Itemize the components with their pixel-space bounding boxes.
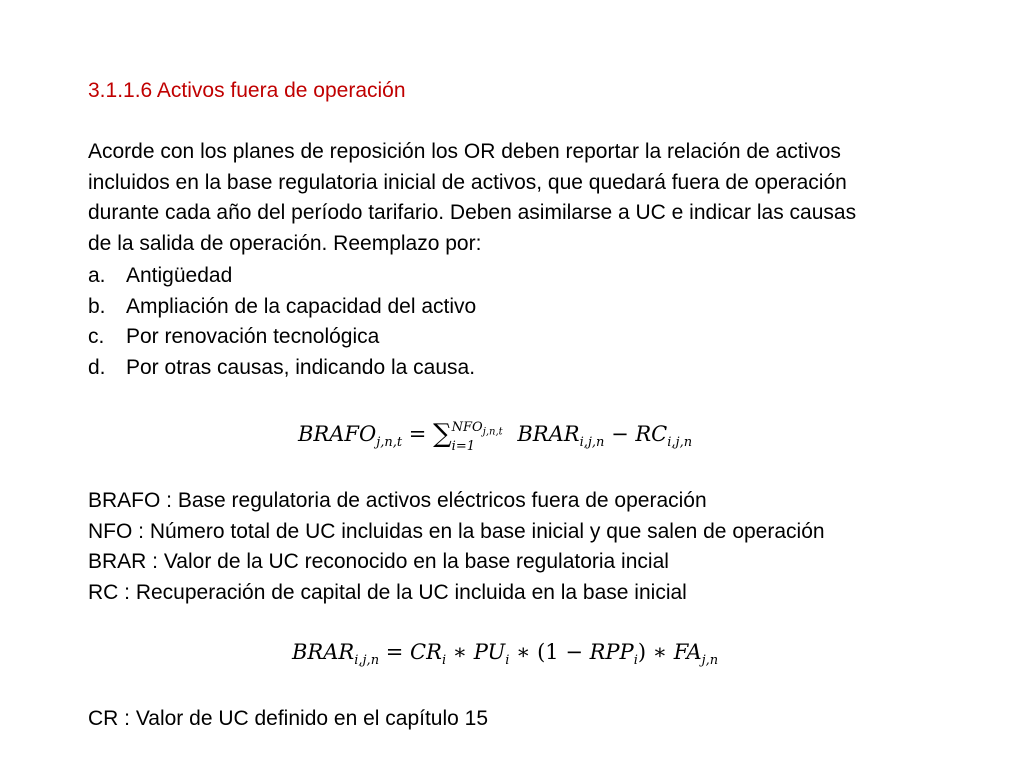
eq2-rpp: RPP: [589, 640, 634, 664]
eq-lhs: BRAFO: [298, 422, 377, 446]
list-marker: d.: [88, 355, 106, 379]
definition-line: NFO : Número total de UC incluidas en la base inicial y que salen de operación: [88, 519, 825, 543]
eq2-pu: PU: [473, 640, 506, 664]
brafo-equation: [298, 418, 692, 452]
eq2-equals: =: [385, 640, 404, 664]
sum-upper: NFO: [451, 420, 483, 436]
paragraph-line: durante cada año del período tarifario. Deben asimilarse a UC e indicar las causas: [88, 201, 857, 224]
definition-line: BRAR : Valor de la UC reconocido en la base regulatoria incial: [88, 550, 669, 573]
eq2-times: ∗: [452, 640, 468, 664]
eq2-lhs-subscript: i,j,n: [354, 653, 380, 669]
causes-list: [88, 261, 476, 383]
summation-symbol: ∑: [433, 419, 452, 449]
eq-term-rc: RC: [635, 422, 668, 446]
paragraph-line: de la salida de operación. Reemplazo por:: [88, 231, 482, 255]
list-marker: b.: [88, 294, 106, 318]
list-item-text: Ampliación de la capacidad del activo: [126, 294, 477, 318]
paragraph-line: Acorde con los planes de reposición los OR deben reportar la relación de activos: [88, 140, 841, 163]
eq2-open-paren: (1: [537, 640, 559, 664]
sum-upper-limit: [452, 421, 503, 440]
eq-term-brar-subscript: i,j,n: [579, 435, 605, 451]
brar-equation: [292, 640, 718, 668]
eq2-times: ∗: [652, 640, 668, 664]
eq2-minus: −: [565, 640, 583, 664]
eq2-rpp-subscript: i: [633, 653, 638, 669]
eq-term-brar: BRAR: [517, 422, 580, 446]
intro-paragraph: [88, 137, 948, 259]
eq2-cr-subscript: i: [441, 653, 447, 669]
eq2-fa: FA: [673, 640, 702, 664]
eq2-times: ∗: [516, 640, 531, 664]
eq2-fa-subscript: j,n: [701, 653, 719, 669]
list-item-text: Por otras causas, indicando la causa.: [126, 355, 476, 379]
eq-lhs-subscript: j,n,t: [376, 435, 403, 451]
list-item-text: Antigüedad: [126, 264, 233, 287]
list-marker: c.: [88, 325, 105, 348]
sum-lower-limit: i=1: [451, 438, 475, 454]
list-item: [88, 261, 476, 292]
eq2-pu-subscript: i: [505, 653, 510, 669]
definition-line: BRAFO : Base regulatoria de activos eléctricos fuera de operación: [88, 489, 707, 512]
cr-definition: CR : Valor de UC definido en el capítulo 15: [88, 707, 489, 730]
eq-equals: =: [408, 422, 427, 446]
list-item: [88, 292, 476, 323]
list-item-text: Por renovación tecnológica: [126, 325, 380, 348]
eq2-close-paren: ): [637, 640, 647, 664]
definition-line: RC : Recuperación de capital de la UC incluida en la base inicial: [88, 580, 687, 604]
paragraph-line: incluidos en la base regulatoria inicial de activos, que quedará fuera de operación: [88, 170, 847, 194]
section-heading: 3.1.1.6 Activos fuera de operación: [88, 79, 406, 102]
list-marker: a.: [88, 264, 106, 287]
eq-minus: −: [611, 422, 629, 446]
eq2-lhs: BRAR: [292, 640, 355, 664]
list-item: [88, 353, 476, 384]
list-item: [88, 322, 476, 353]
definitions-list: [88, 486, 825, 608]
eq-term-rc-subscript: i,j,n: [667, 435, 693, 451]
summation-limits: [452, 421, 503, 454]
sum-upper-subscript: j,n,t: [482, 426, 503, 438]
eq2-cr: CR: [410, 640, 442, 664]
